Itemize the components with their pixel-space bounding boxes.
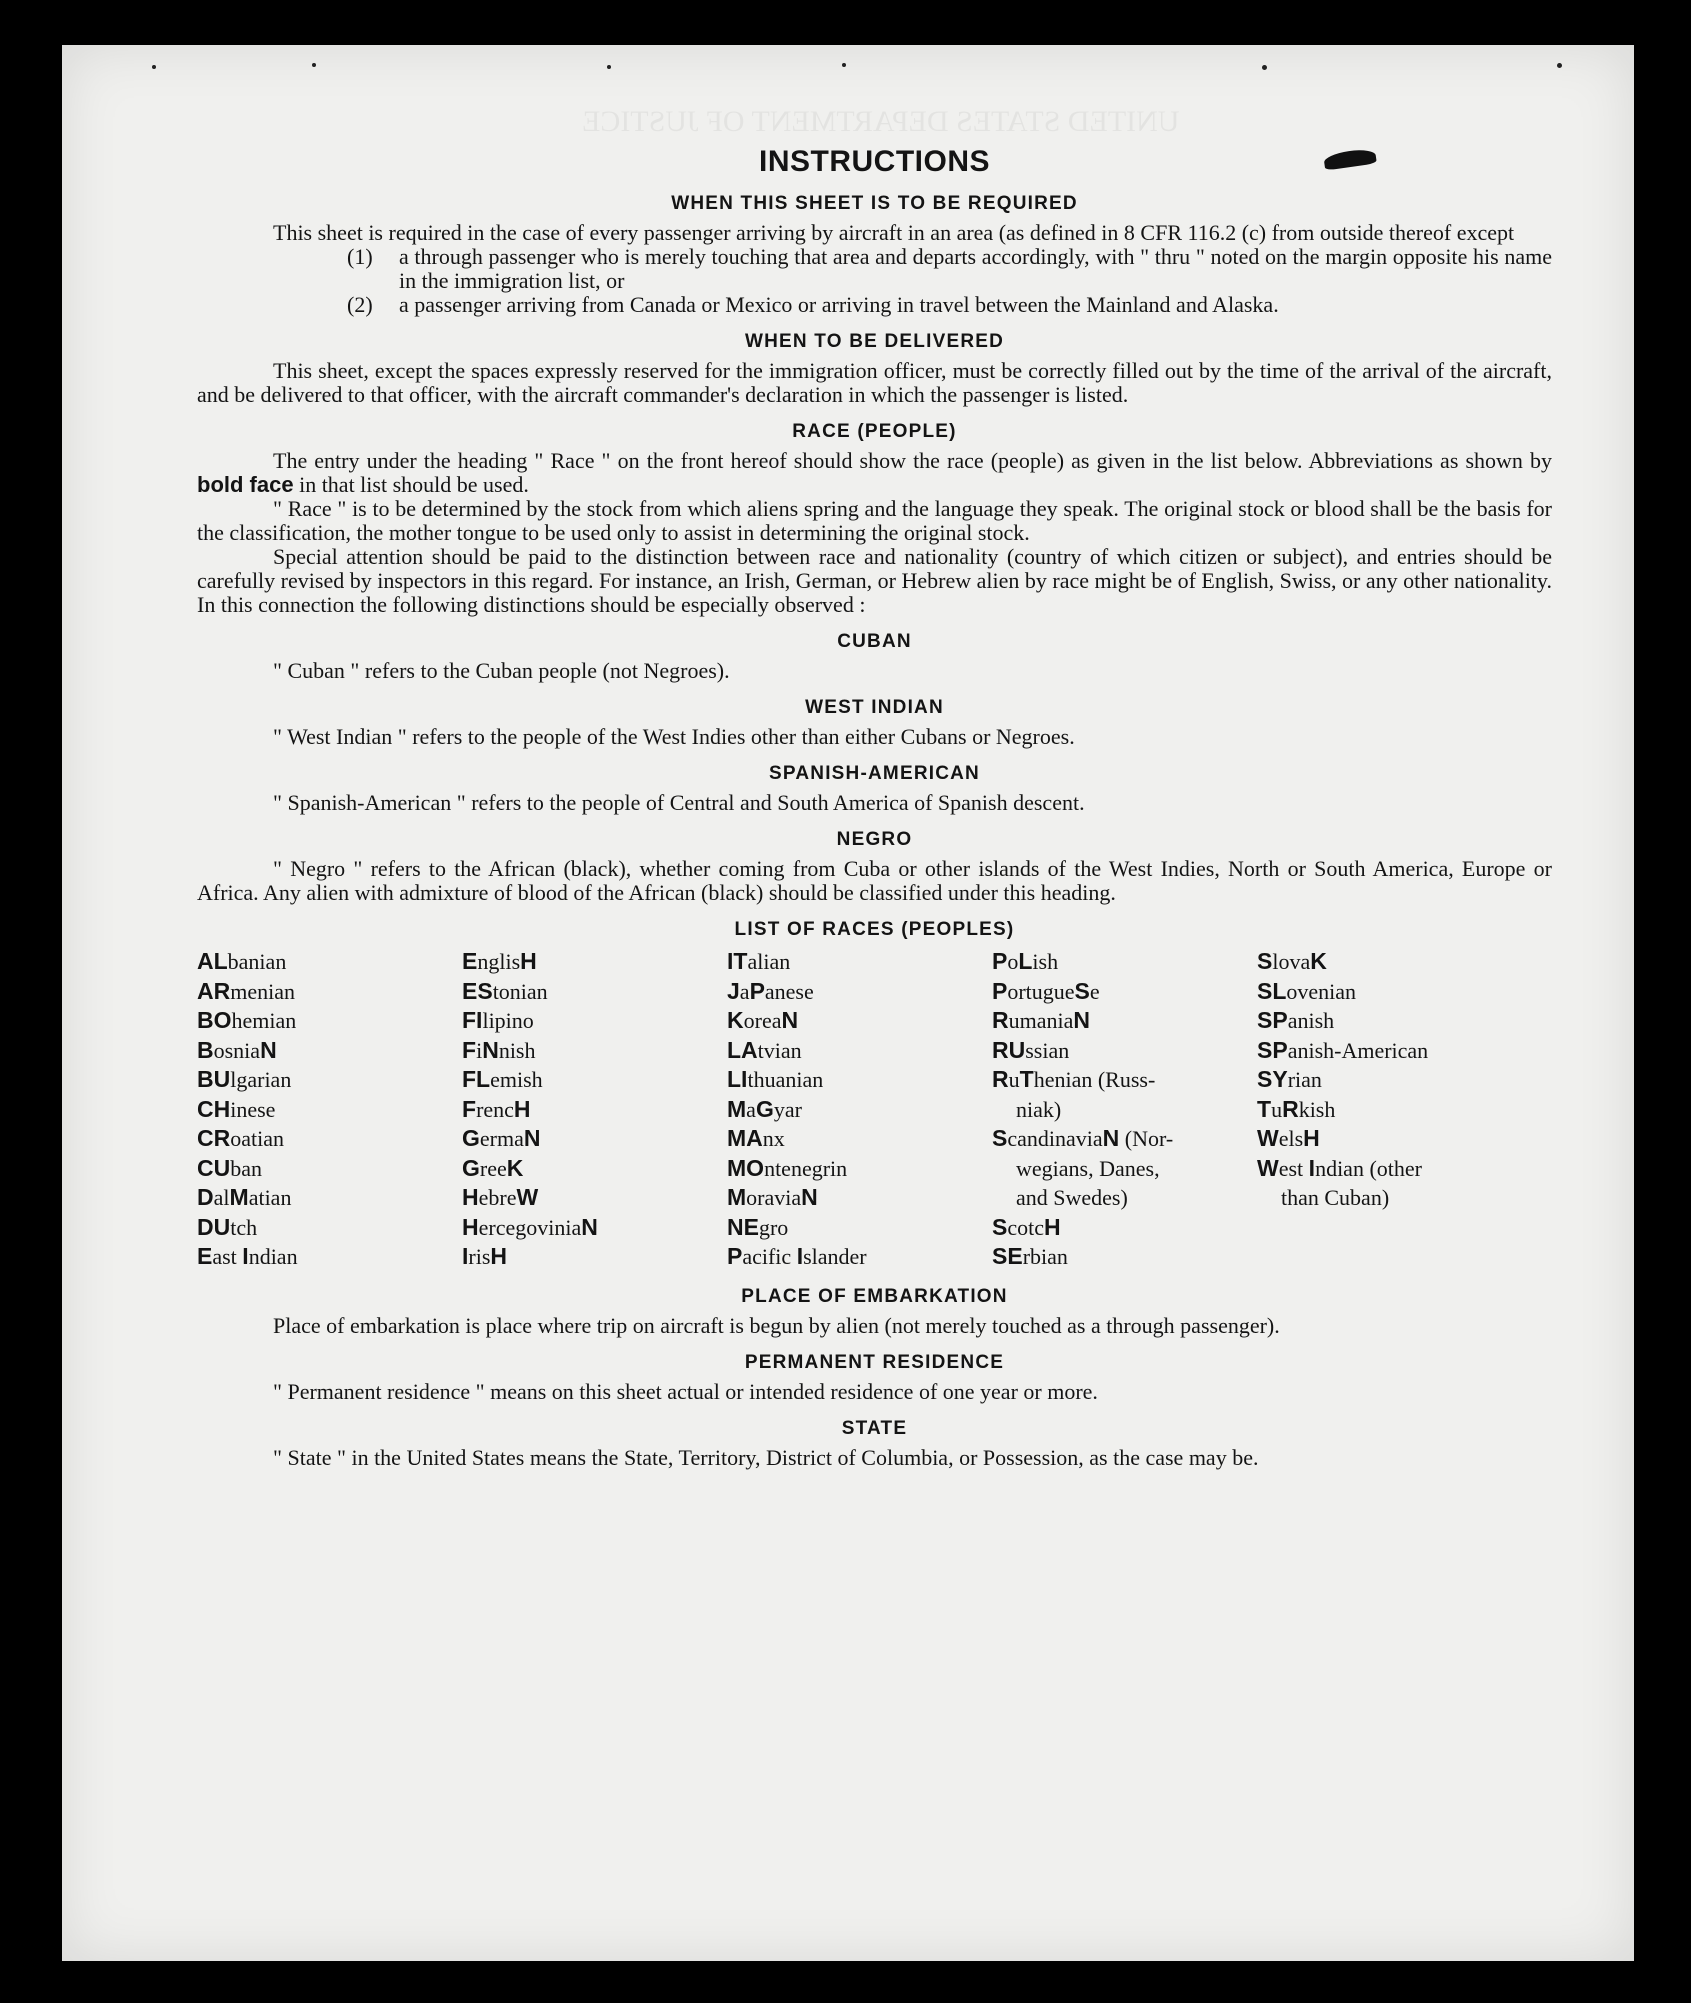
race-entry: ARmenian <box>197 977 295 1004</box>
race-entry: BOhemian <box>197 1007 297 1033</box>
race-column <box>462 947 727 1272</box>
speck <box>312 63 316 67</box>
race-entry: MOntenegrin <box>727 1154 848 1181</box>
race-entry: FLemish <box>462 1066 543 1092</box>
speck <box>842 63 846 67</box>
race-entry: LIthuanian <box>727 1066 824 1092</box>
instructions-body <box>197 145 1552 1470</box>
race-entry: RuThenian (Russ- <box>992 1066 1156 1092</box>
race-entry: LAtvian <box>727 1036 802 1063</box>
race-entry: PortugueSe <box>992 977 1100 1004</box>
section-heading: PERMANENT RESIDENCE <box>744 1351 1005 1373</box>
paragraph: This sheet, except the spaces expressly reserved for the immigration officer, must be correctly filled out by the time of the arrival of the aircraft, and be delivered to that officer, with the aircraft commander's declaration in which the passenger is listed. <box>197 358 1552 407</box>
race-entry: niak) <box>1016 1096 1062 1122</box>
race-entry: SPanish-American <box>1257 1036 1429 1063</box>
paragraph: The entry under the heading " Race " on the front hereof should show the race (people) as given in the list below. Abbreviations as shown by bold face in that list should be used. <box>197 448 1552 497</box>
item-number: (2) <box>347 292 373 317</box>
document-page <box>62 45 1634 1961</box>
race-entry: GermaN <box>462 1125 541 1151</box>
race-entry: RumaniaN <box>992 1007 1091 1033</box>
race-entry: SLovenian <box>1257 977 1357 1004</box>
list-item <box>347 245 1552 293</box>
list-item <box>347 293 1552 317</box>
paragraph: " Race " is to be determined by the stock from which aliens spring and the language they speak. The original stock or blood shall be the basis for the classification, the mother tongue to be used only to assist in determining the original stock. <box>197 496 1552 545</box>
paragraph: " West Indian " refers to the people of the West Indies other than either Cubans or Negroes. <box>273 724 1075 749</box>
race-entry: KoreaN <box>727 1007 799 1033</box>
race-entry: SlovaK <box>1257 948 1327 974</box>
bleed-through-text: UNITED STATES DEPARTMENT OF JUSTICE <box>582 105 1180 138</box>
race-entry: East Indian <box>197 1243 298 1269</box>
item-text: a passenger arriving from Canada or Mexico or arriving in travel between the Mainland and Alaska. <box>399 292 1279 317</box>
race-entry: JaPanese <box>727 977 814 1004</box>
paragraph: This sheet is required in the case of every passenger arriving by aircraft in an area (as defined in 8 CFR 116.2 (c) from outside thereof except <box>273 220 1515 245</box>
race-entry: RUssian <box>992 1036 1070 1063</box>
race-entry: FIlipino <box>462 1007 534 1033</box>
race-entry: SErbian <box>992 1243 1068 1269</box>
speck <box>1557 63 1562 68</box>
section-heading: LIST OF RACES (PEOPLES) <box>734 919 1015 940</box>
race-entry: EStonian <box>462 977 548 1004</box>
race-entry: SYrian <box>1257 1066 1322 1092</box>
race-entry: and Swedes) <box>1016 1185 1128 1210</box>
race-entry: CUban <box>197 1154 262 1181</box>
race-column <box>197 947 462 1272</box>
race-column <box>727 947 992 1272</box>
paragraph: " Negro " refers to the African (black), whether coming from Cuba or other islands of the West Indies, North or South America, Europe or Africa. Any alien with admixture of blood of the African (black) should be classified under this heading. <box>197 856 1552 905</box>
paragraph: " Spanish-American " refers to the people of Central and South America of Spanish descent. <box>273 790 1085 815</box>
race-entry: CHinese <box>197 1095 276 1122</box>
race-entry: CRoatian <box>197 1125 284 1151</box>
race-entry: IrisH <box>462 1243 508 1269</box>
race-entry: BosniaN <box>197 1036 277 1063</box>
section-heading: PLACE OF EMBARKATION <box>741 1285 1008 1307</box>
section-heading: WHEN THIS SHEET IS TO BE REQUIRED <box>671 193 1078 214</box>
race-entry: WelsH <box>1257 1125 1320 1151</box>
race-entry: MAnx <box>727 1125 785 1151</box>
race-entry: ITalian <box>727 948 791 974</box>
race-entry: DalMatian <box>197 1184 292 1210</box>
race-entry: than Cuban) <box>1281 1185 1390 1210</box>
race-entry: GreeK <box>462 1154 524 1181</box>
race-entry: MoraviaN <box>727 1184 818 1210</box>
race-entry: FiNnish <box>462 1036 536 1063</box>
paragraph: " Cuban " refers to the Cuban people (not Negroes). <box>273 658 730 683</box>
section-heading: NEGRO <box>836 829 913 850</box>
race-entry: NEgro <box>727 1213 789 1240</box>
race-entry: SPanish <box>1257 1007 1335 1033</box>
race-entry: MaGyar <box>727 1095 802 1122</box>
race-entry: HercegoviniaN <box>462 1213 598 1240</box>
section-heading: CUBAN <box>837 631 912 652</box>
race-entry: ALbanian <box>197 948 287 974</box>
race-entry: West Indian (other <box>1257 1154 1422 1181</box>
section-heading: STATE <box>841 1417 908 1439</box>
race-entry: BUlgarian <box>197 1066 292 1092</box>
race-entry: DUtch <box>197 1213 258 1240</box>
race-entry: EnglisH <box>462 948 537 974</box>
race-entry: wegians, Danes, <box>1016 1155 1160 1181</box>
paragraph: Special attention should be paid to the distinction between race and nationality (country of which citizen or subject), and entries should be carefully revised by inspectors in this regard. For instance, an Irish, German, or Hebrew alien by race might be of English, Swiss, or any other nationality. In this connection the following distinctions should be especially observed : <box>197 544 1552 617</box>
race-entry: ScotcH <box>992 1213 1061 1240</box>
section-heading: SPANISH-AMERICAN <box>769 763 980 784</box>
race-entry: ScandinaviaN (Nor- <box>992 1125 1174 1151</box>
speck <box>152 65 156 69</box>
section-heading: WEST INDIAN <box>805 697 944 718</box>
race-entry: TuRkish <box>1257 1095 1336 1122</box>
page-title: INSTRUCTIONS <box>759 145 990 178</box>
race-entry: FrencH <box>462 1095 531 1122</box>
race-entry: Pacific Islander <box>727 1243 867 1269</box>
section-heading: WHEN TO BE DELIVERED <box>744 331 1005 352</box>
item-text: a through passenger who is merely touching that area and departs accordingly, with " thru " noted on the margin opposite his name in the immigration list, or <box>399 244 1552 293</box>
item-number: (1) <box>347 244 373 269</box>
paragraph: " Permanent residence " means on this sheet actual or intended residence of one year or more. <box>273 1378 1098 1404</box>
paragraph: " State " in the United States means the State, Territory, District of Columbia, or Possession, as the case may be. <box>273 1444 1259 1470</box>
speck <box>1262 65 1267 70</box>
race-entry: HebreW <box>462 1184 539 1210</box>
race-entry: PoLish <box>992 948 1059 974</box>
race-column <box>1257 947 1557 1272</box>
speck <box>607 65 611 69</box>
race-column <box>992 947 1257 1272</box>
race-list <box>197 947 1552 1272</box>
section-heading: RACE (PEOPLE) <box>792 421 957 442</box>
paragraph: Place of embarkation is place where trip on aircraft is begun by alien (not merely touched as a through passenger). <box>273 1312 1280 1338</box>
